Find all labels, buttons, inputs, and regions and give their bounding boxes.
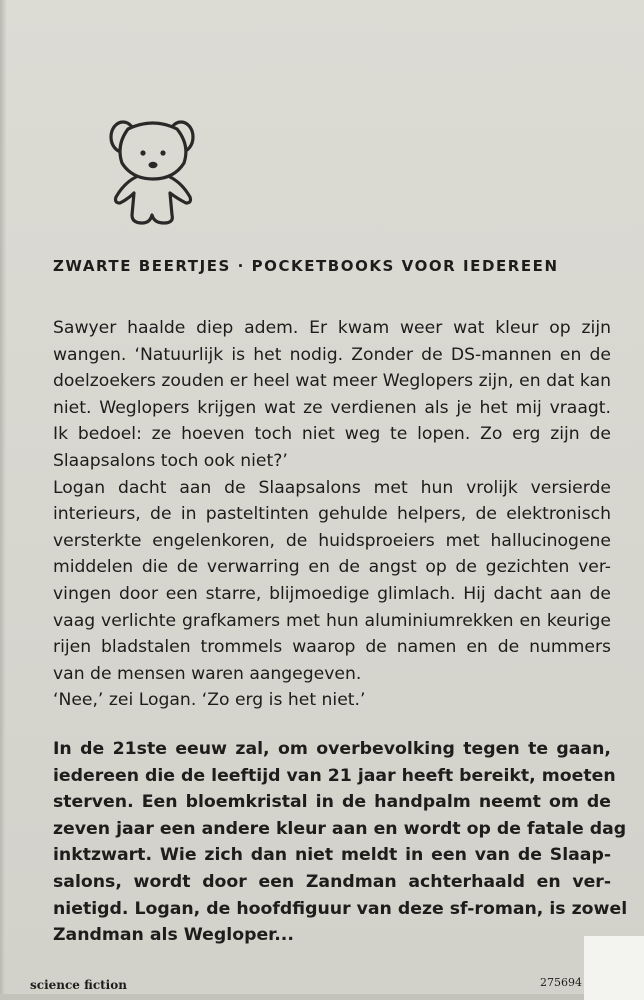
summary-line: In de 21ste eeuw zal, om overbevolking tegen te gaan,: [53, 739, 611, 759]
genre-label: science fiction: [30, 978, 127, 992]
catalog-code: 275694: [540, 976, 582, 989]
summary-line: zeven jaar een andere kleur aan en wordt op de fatale dag: [53, 818, 627, 839]
series-title: ZWARTE BEERTJES · POCKETBOOKS VOOR IEDEREEN: [53, 257, 559, 275]
excerpt-line: Sawyer haalde diep adem. Er kwam weer wat kleur op zijn: [53, 318, 611, 338]
price-sticker: [584, 936, 644, 1000]
excerpt-line: ‘Nee,’ zei Logan. ‘Zo erg is het niet.’: [53, 690, 366, 711]
excerpt-line: Slaapsalons toch ook niet?’: [53, 450, 288, 471]
excerpt-line: Logan dacht aan de Slaapsalons met hun vrolijk versierde: [53, 477, 611, 498]
summary-text: [53, 736, 628, 949]
excerpt-line: interieurs, de in pasteltinten gehulde helpers, de elektronisch: [53, 504, 611, 525]
excerpt-line: rijen bladstalen trommels waarop de namen en de nummers: [53, 637, 611, 658]
excerpt-text: [53, 315, 611, 714]
summary-line: sterven. Een bloemkristal in de handpalm neemt om de: [53, 792, 611, 813]
excerpt-line: doelzoekers zouden er heel wat meer Weglopers zijn, en dat kan: [53, 371, 611, 392]
excerpt-line: middelen die de verwarring en de angst op de gezichten ver-: [53, 557, 611, 578]
cover-bottom-edge: [0, 994, 644, 1000]
excerpt-line: niet. Weglopers krijgen wat ze verdienen als je het mij vraagt.: [53, 397, 611, 418]
excerpt-line: vaag verlichte grafkamers met hun aluminiumrekken en keurige: [53, 610, 611, 631]
summary-line: inktzwart. Wie zich dan niet meldt in een van de Slaap-: [53, 845, 611, 866]
excerpt-line: van de mensen waren aangegeven.: [53, 663, 362, 684]
cover-left-edge: [0, 0, 6, 1000]
summary-line: salons, wordt door een Zandman achterhaald en ver-: [53, 871, 611, 892]
excerpt-line: vingen door een starre, blijmoedige glimlach. Hij dacht aan de: [53, 583, 611, 604]
bear-outline-icon: [106, 115, 200, 227]
summary-line: nietigd. Logan, de hoofdfiguur van deze sf-roman, is zowel: [53, 898, 628, 919]
summary-line: iedereen die de leeftijd van 21 jaar heeft bereikt, moeten: [53, 765, 616, 786]
excerpt-line: wangen. ‘Natuurlijk is het nodig. Zonder de DS-mannen en de: [53, 344, 611, 365]
excerpt-line: Ik bedoel: ze hoeven toch niet weg te lopen. Zo erg zijn de: [53, 424, 611, 445]
excerpt-line: versterkte engelenkoren, de huidsproeiers met hallucinogene: [53, 530, 611, 551]
summary-line: Zandman als Wegloper...: [53, 925, 294, 946]
